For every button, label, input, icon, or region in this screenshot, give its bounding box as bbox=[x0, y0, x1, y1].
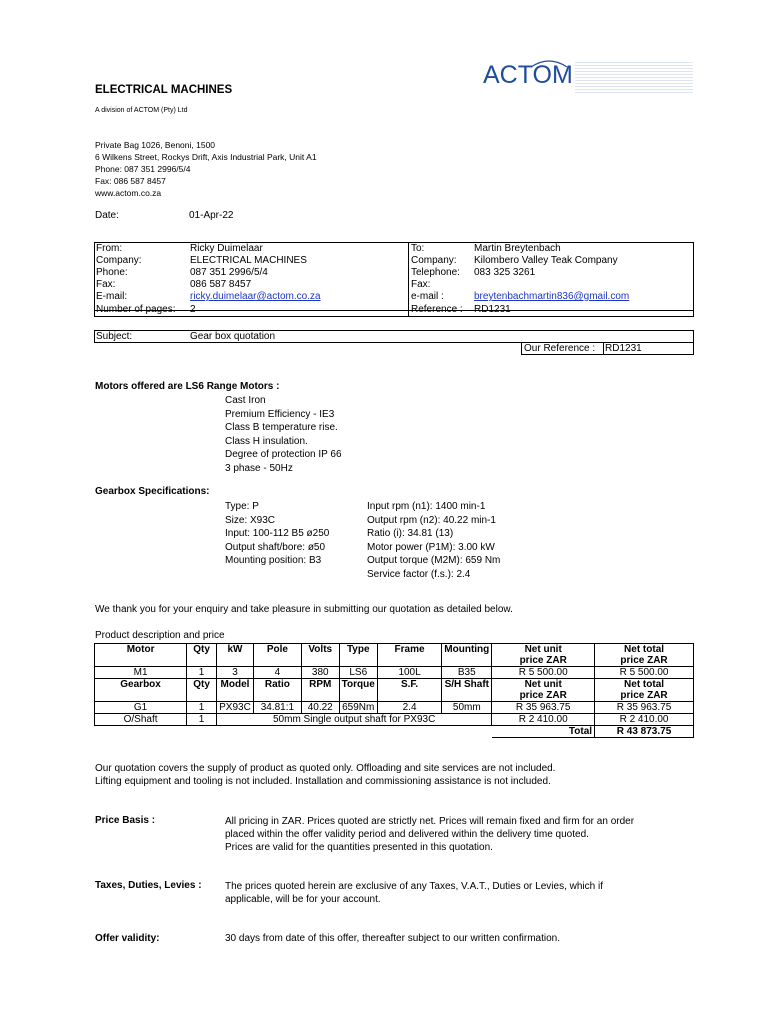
spec-item: Output torque (M2M): 659 Nm bbox=[367, 555, 501, 566]
address-line: 6 Wilkens Street, Rockys Drift, Axis Industrial Park, Unit A1 bbox=[95, 152, 317, 162]
motors-heading: Motors offered are LS6 Range Motors : bbox=[95, 381, 280, 392]
logo-stripes bbox=[575, 62, 693, 94]
to-email-link[interactable]: breytenbachmartin836@gmail.com bbox=[474, 291, 630, 302]
header-cell bbox=[339, 655, 377, 667]
header-cell: Model bbox=[217, 679, 254, 691]
date-value: 01-Apr-22 bbox=[189, 210, 234, 221]
cell: 2.4 bbox=[377, 702, 441, 714]
header-cell bbox=[442, 655, 492, 667]
our-reference-box bbox=[521, 342, 694, 355]
subject-value: Gear box quotation bbox=[190, 331, 276, 342]
price-basis-text bbox=[225, 815, 634, 854]
cell: 1 bbox=[187, 667, 217, 679]
gearbox-header-row bbox=[95, 679, 694, 691]
header-cell: price ZAR bbox=[595, 690, 694, 702]
to-company-label: Company: bbox=[411, 255, 457, 266]
spec-item: Input rpm (n1): 1400 min-1 bbox=[367, 501, 486, 512]
header-cell bbox=[217, 655, 254, 667]
from-phone-value: 087 351 2996/5/4 bbox=[190, 267, 268, 278]
header-cell: Mounting bbox=[442, 644, 492, 656]
header-cell bbox=[301, 655, 339, 667]
motor-row bbox=[95, 667, 694, 679]
header-cell bbox=[187, 655, 217, 667]
contact-row bbox=[95, 267, 693, 279]
header-cell: price ZAR bbox=[595, 655, 694, 667]
to-label: To: bbox=[411, 243, 425, 254]
contact-table bbox=[94, 242, 694, 317]
taxes-line: The prices quoted herein are exclusive of any Taxes, V.A.T., Duties or Levies, which if bbox=[225, 881, 603, 892]
company-address bbox=[95, 139, 317, 199]
address-line: Private Bag 1026, Benoni, 1500 bbox=[95, 140, 216, 150]
header-cell bbox=[217, 690, 254, 702]
header-cell bbox=[339, 690, 377, 702]
from-company-value: ELECTRICAL MACHINES bbox=[190, 255, 307, 266]
phone-line: Phone: 087 351 2996/5/4 bbox=[95, 164, 191, 174]
our-reference-label: Our Reference : bbox=[524, 343, 596, 354]
from-fax-value: 086 587 8457 bbox=[190, 279, 252, 290]
cell: R 5 500.00 bbox=[492, 667, 595, 679]
spec-item: Output shaft/bore: ø50 bbox=[225, 541, 326, 553]
header-cell: Qty bbox=[187, 644, 217, 656]
gearbox-row bbox=[95, 702, 694, 714]
pages-label: Number of pages: bbox=[96, 304, 176, 315]
header-cell: Frame bbox=[377, 644, 441, 656]
header-cell bbox=[253, 690, 301, 702]
from-email-label: E-mail: bbox=[96, 291, 128, 302]
gearbox-header-row-2 bbox=[95, 690, 694, 702]
feature-item: Class H insulation. bbox=[225, 435, 308, 447]
product-table bbox=[94, 643, 694, 738]
header-cell bbox=[442, 690, 492, 702]
feature-item: Cast Iron bbox=[225, 395, 266, 406]
header-cell: S/H Shaft bbox=[442, 679, 492, 691]
cell: G1 bbox=[95, 702, 187, 714]
header-cell bbox=[377, 655, 441, 667]
contact-row bbox=[95, 304, 693, 316]
header-cell: Volts bbox=[301, 644, 339, 656]
header-cell: Ratio bbox=[253, 679, 301, 691]
contact-row bbox=[95, 291, 693, 303]
header-cell: S.F. bbox=[377, 679, 441, 691]
feature-item: 3 phase - 50Hz bbox=[225, 462, 293, 474]
to-company-value: Kilombero Valley Teak Company bbox=[474, 255, 618, 266]
coverage-line: Lifting equipment and tooling is not included. Installation and commissioning assistance is not included. bbox=[95, 776, 551, 787]
taxes-label: Taxes, Duties, Levies : bbox=[95, 880, 202, 891]
spec-item: Input: 100-112 B5 ø250 bbox=[225, 528, 330, 539]
header-cell: Net unit bbox=[492, 644, 595, 656]
price-basis-line: Prices are valid for the quantities presented in this quotation. bbox=[225, 842, 493, 853]
website-line[interactable]: www.actom.co.za bbox=[95, 188, 162, 198]
header-cell: Net unit bbox=[492, 679, 595, 691]
cell: 3 bbox=[217, 667, 254, 679]
header-cell: price ZAR bbox=[492, 655, 595, 667]
header-cell: Motor bbox=[95, 644, 187, 656]
from-value: Ricky Duimelaar bbox=[190, 243, 263, 254]
gearbox-heading: Gearbox Specifications: bbox=[95, 486, 210, 497]
contact-row bbox=[95, 243, 693, 255]
fax-line: Fax: 086 587 8457 bbox=[95, 176, 166, 186]
reference-label: Reference : bbox=[411, 304, 463, 315]
gearbox-specs-right bbox=[367, 500, 500, 581]
our-reference-value: RD1231 bbox=[605, 343, 642, 354]
spec-item: Motor power (P1M): 3.00 kW bbox=[367, 541, 495, 553]
from-phone-label: Phone: bbox=[96, 267, 128, 278]
cell: R 35 963.75 bbox=[595, 702, 694, 714]
motor-header-row-2 bbox=[95, 655, 694, 667]
cell: 1 bbox=[187, 702, 217, 714]
cell: 4 bbox=[253, 667, 301, 679]
feature-item: Class B temperature rise. bbox=[225, 422, 338, 433]
product-caption: Product description and price bbox=[95, 630, 225, 641]
cell: 1 bbox=[187, 714, 217, 726]
to-value: Martin Breytenbach bbox=[474, 243, 561, 254]
gearbox-specs-left bbox=[225, 500, 329, 568]
header-cell bbox=[377, 690, 441, 702]
cell: PX93C bbox=[217, 702, 254, 714]
cell: R 5 500.00 bbox=[595, 667, 694, 679]
spec-item: Size: X93C bbox=[225, 514, 276, 526]
validity-label: Offer validity: bbox=[95, 933, 160, 944]
from-fax-label: Fax: bbox=[96, 279, 116, 290]
cell: B35 bbox=[442, 667, 492, 679]
thanks-text: We thank you for your enquiry and take pleasure in submitting our quotation as detailed below. bbox=[95, 604, 513, 615]
price-basis-label: Price Basis : bbox=[95, 815, 156, 826]
cell: M1 bbox=[95, 667, 187, 679]
contact-row bbox=[95, 255, 693, 267]
to-phone-label: Telephone: bbox=[411, 267, 460, 278]
cell: 50mm bbox=[442, 702, 492, 714]
logo-text: ACTOM bbox=[483, 61, 573, 89]
header-cell bbox=[301, 690, 339, 702]
feature-item: Premium Efficiency - IE3 bbox=[225, 408, 335, 420]
cell: R 2 410.00 bbox=[595, 714, 694, 726]
spec-item: Output rpm (n2): 40.22 min-1 bbox=[367, 514, 496, 526]
spec-item: Type: P bbox=[225, 501, 259, 512]
cell: 40.22 bbox=[301, 702, 339, 714]
cell: 659Nm bbox=[339, 702, 377, 714]
header-cell bbox=[253, 655, 301, 667]
total-label: Total bbox=[492, 726, 595, 738]
to-email-label: e-mail : bbox=[411, 291, 444, 302]
total-value: R 43 873.75 bbox=[595, 726, 694, 738]
divider bbox=[603, 343, 604, 354]
to-phone-value: 083 325 3261 bbox=[474, 267, 536, 278]
price-basis-line: All pricing in ZAR. Prices quoted are strictly net. Prices will remain fixed and firm for an order bbox=[225, 816, 635, 827]
coverage-text bbox=[95, 762, 555, 788]
to-fax-label: Fax: bbox=[411, 279, 431, 290]
company-division: A division of ACTOM (Pty) Ltd bbox=[95, 107, 188, 114]
header-cell: Pole bbox=[253, 644, 301, 656]
from-email-link[interactable]: ricky.duimelaar@actom.co.za bbox=[190, 291, 321, 302]
header-cell bbox=[95, 655, 187, 667]
spec-item: Service factor (f.s.): 2.4 bbox=[367, 568, 471, 580]
taxes-line: applicable, will be for your account. bbox=[225, 894, 381, 905]
date-label: Date: bbox=[95, 210, 119, 221]
total-row bbox=[95, 726, 694, 738]
header-cell: RPM bbox=[301, 679, 339, 691]
header-cell bbox=[95, 690, 187, 702]
actom-logo bbox=[483, 58, 693, 98]
cell: 380 bbox=[301, 667, 339, 679]
motor-header-row bbox=[95, 644, 694, 656]
header-cell: price ZAR bbox=[492, 690, 595, 702]
cell: 34.81:1 bbox=[253, 702, 301, 714]
from-company-label: Company: bbox=[96, 255, 142, 266]
cell: O/Shaft bbox=[95, 714, 187, 726]
motor-features bbox=[225, 394, 342, 475]
header-cell: Net total bbox=[595, 644, 694, 656]
header-cell bbox=[187, 690, 217, 702]
header-cell: Type bbox=[339, 644, 377, 656]
shaft-description: 50mm Single output shaft for PX93C bbox=[217, 714, 492, 726]
cell: R 2 410.00 bbox=[492, 714, 595, 726]
header-cell: Qty bbox=[187, 679, 217, 691]
cell: R 35 963.75 bbox=[492, 702, 595, 714]
subject-label: Subject: bbox=[96, 331, 133, 342]
from-label: From: bbox=[96, 243, 123, 254]
header-cell: kW bbox=[217, 644, 254, 656]
spec-item: Mounting position: B3 bbox=[225, 555, 322, 566]
validity-text: 30 days from date of this offer, thereafter subject to our written confirmation. bbox=[225, 933, 560, 944]
coverage-line: Our quotation covers the supply of product as quoted only. Offloading and site services are not included. bbox=[95, 763, 556, 774]
pages-value: 2 bbox=[190, 304, 196, 315]
price-basis-line: placed within the offer validity period and delivered within the delivery time quoted. bbox=[225, 829, 589, 840]
taxes-text bbox=[225, 880, 603, 906]
feature-item: Degree of protection IP 66 bbox=[225, 449, 342, 460]
contact-row bbox=[95, 279, 693, 291]
cell: LS6 bbox=[339, 667, 377, 679]
reference-value: RD1231 bbox=[474, 304, 511, 315]
cell: 100L bbox=[377, 667, 441, 679]
header-cell: Net total bbox=[595, 679, 694, 691]
header-cell: Torque bbox=[339, 679, 377, 691]
shaft-row bbox=[95, 714, 694, 726]
company-name: ELECTRICAL MACHINES bbox=[95, 84, 233, 96]
header-cell: Gearbox bbox=[95, 679, 187, 691]
spec-item: Ratio (i): 34.81 (13) bbox=[367, 528, 454, 539]
